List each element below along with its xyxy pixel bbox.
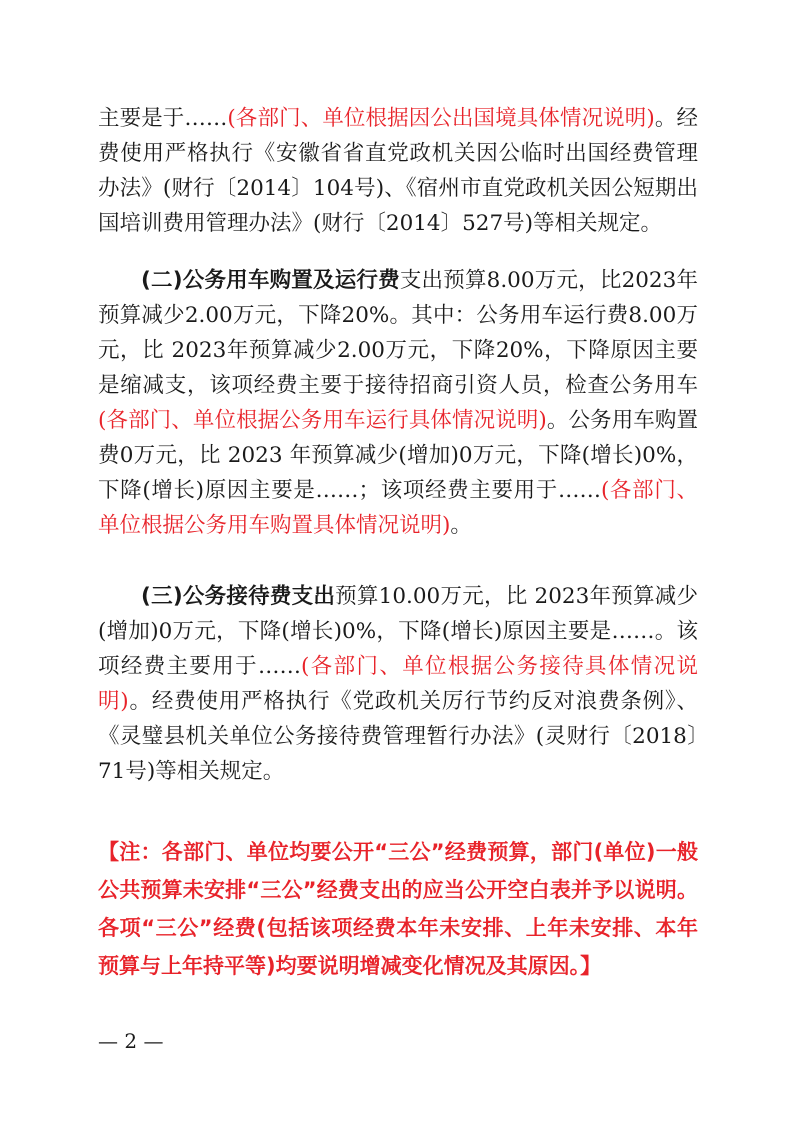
instruction-note: (各部门、单位根据公务用车运行具体情况说明) bbox=[98, 408, 547, 433]
instruction-note: (各部门、单位根据因公出国境具体情况说明) bbox=[227, 106, 655, 131]
paragraph-text: 。公务用车购置费0万元，比 2023 年预算减少(增加)0万元，下降(增长)0%，下降(增长)原因主要是……；该项经费主要用于…… bbox=[98, 408, 698, 503]
paragraph-text: 主要是于…… bbox=[98, 106, 228, 131]
paragraph-vehicle-costs bbox=[98, 263, 698, 543]
paragraph-outbound-travel bbox=[98, 101, 698, 241]
section-heading: (三)公务接待费支出 bbox=[141, 584, 336, 609]
page-number: — 2 — bbox=[98, 1029, 164, 1053]
instruction-note: (各部门、单位根据公务接待具体情况说明) bbox=[98, 654, 698, 714]
paragraph-text: 。经费使用严格执行《安徽省省直党政机关因公临时出国经费管理办法》(财行〔2014〕104号)、《宿州市直党政机关因公短期出国培训费用管理办法》(财行〔2014〕527号)等相关规定。 bbox=[98, 106, 698, 236]
instruction-note: (各部门、单位根据公务用车购置具体情况说明) bbox=[98, 478, 698, 538]
paragraph-text: 。经费使用严格执行《党政机关厉行节约反对浪费条例》、《灵璧县机关单位公务接待费管理暂行办法》(灵财行〔2018〕71号)等相关规定。 bbox=[98, 689, 698, 784]
paragraph-text: 预算10.00万元，比 2023年预算减少(增加)0万元，下降(增长)0%，下降(增长)原因主要是……。该项经费主要用于…… bbox=[98, 584, 698, 679]
section-heading: (二)公务用车购置及运行费 bbox=[141, 268, 400, 293]
paragraph-reception-costs bbox=[98, 579, 698, 789]
paragraph-text: 支出预算8.00万元，比2023年预算减少2.00万元，下降20%。其中：公务用车运行费8.00万元，比 2023年预算减少2.00万元，下降20%，下降原因主要是缩减支，该项经费主要于接待招商引资人员，检查公务用车 bbox=[98, 268, 698, 398]
red-annotation-note: 【注：各部门、单位均要公开“三公”经费预算，部门(单位)一般公共预算未安排“三公”经费支出的应当公开空白表并予以说明。各项“三公”经费(包括该项经费本年未安排、上年未安排、本年预算与上年持平等)均要说明增减变化情况及其原因。】 bbox=[98, 840, 698, 978]
paragraph-text: 。 bbox=[450, 513, 472, 538]
